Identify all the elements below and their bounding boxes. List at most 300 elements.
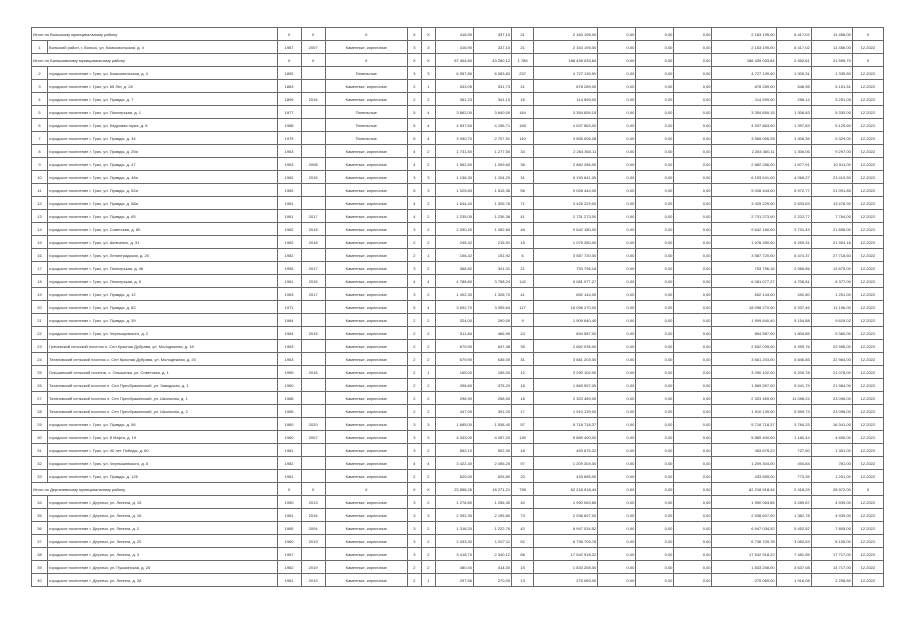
table-cell: 0,00: [598, 223, 636, 236]
table-cell: 296,90: [435, 392, 473, 405]
table-cell: 2018: [301, 236, 325, 249]
table-row: [32, 93, 884, 106]
table-cell: 12.2022: [852, 314, 883, 327]
table-cell: 3: [407, 496, 421, 509]
subtotal-row: [32, 54, 884, 67]
table-cell: 799: [512, 483, 534, 496]
table-cell: 1 236,36: [473, 210, 511, 223]
table-cell: 0,00: [674, 28, 712, 41]
table-cell: 2019: [301, 561, 325, 574]
row-number: 38: [32, 548, 48, 561]
table-cell: 1 318,20: [435, 522, 473, 535]
table-cell: 2: [421, 548, 435, 561]
table-cell: Панельные: [325, 106, 407, 119]
table-cell: 6 083,83: [473, 67, 511, 80]
table-cell: 2: [421, 444, 435, 457]
table-cell: 646,98: [776, 80, 811, 93]
table-cell: 237: [512, 67, 534, 80]
table-cell: 2 222,77: [776, 210, 811, 223]
table-cell: 337,10: [473, 41, 511, 54]
table-cell: 258,50: [473, 392, 511, 405]
table-cell: 13 478,92: [811, 197, 852, 210]
table-cell: 2 163 195,00: [534, 41, 598, 54]
table-cell: 1961: [277, 210, 301, 223]
table-cell: 0,00: [598, 561, 636, 574]
table-cell: 0,00: [598, 301, 636, 314]
table-cell: Каменные, кирпичные: [325, 223, 407, 236]
table-cell: 1971: [277, 301, 301, 314]
table-cell: 31: [512, 353, 534, 366]
table-cell: 492,80: [776, 288, 811, 301]
table-cell: 2 652 035,00: [712, 340, 776, 353]
table-cell: Каменные, кирпичные: [325, 353, 407, 366]
table-cell: 404,84: [776, 457, 811, 470]
table-cell: 2: [421, 470, 435, 483]
table-cell: 21 078,00: [811, 366, 852, 379]
table-cell: 1961: [277, 509, 301, 522]
table-cell: 1982: [277, 184, 301, 197]
table-cell: 0,00: [636, 41, 674, 54]
table-cell: 3 758,24: [473, 275, 511, 288]
table-row: [32, 444, 884, 457]
table-cell: Каменные, кирпичные: [325, 249, 407, 262]
table-cell: 5 041,79: [776, 379, 811, 392]
table-cell: 5: [407, 119, 421, 132]
table-cell: 42: [512, 522, 534, 535]
table-cell: 12.2022: [852, 262, 883, 275]
table-row: [32, 262, 884, 275]
table-row: [32, 210, 884, 223]
table-cell: Каменные, кирпичные: [325, 561, 407, 574]
table-cell: 3 661 203,00: [534, 353, 598, 366]
table-cell: 40: [512, 496, 534, 509]
table-cell: 0,00: [674, 340, 712, 353]
table-cell: 5 329,00: [811, 132, 852, 145]
address-cell: городское поселение г. Грач, ул. Правды, д. 126: [48, 470, 278, 483]
address-cell: городское поселение г. Грач, ул. Правды, д. 29а: [48, 145, 278, 158]
table-cell: 4: [407, 275, 421, 288]
table-cell: 3 565 006,28: [534, 132, 598, 145]
table-cell: 1961: [277, 574, 301, 587]
table-cell: 1 351,00: [811, 444, 852, 457]
table-cell: 12.2022: [852, 41, 883, 54]
row-number: 28: [32, 405, 48, 418]
table-cell: 552,10: [435, 444, 473, 457]
table-cell: [301, 197, 325, 210]
subtotal-label: Итого по Дергачевскому муниципальному району: [32, 483, 278, 496]
table-cell: Каменные, кирпичные: [325, 366, 407, 379]
row-number: 10: [32, 171, 48, 184]
row-number: 33: [32, 470, 48, 483]
table-cell: 31: [512, 171, 534, 184]
table-cell: 0,00: [674, 561, 712, 574]
table-cell: 781,00: [811, 457, 852, 470]
table-cell: 62 218 918,44: [712, 483, 776, 496]
row-number: 30: [32, 431, 48, 444]
table-cell: 0,00: [598, 106, 636, 119]
table-cell: 0,00: [674, 457, 712, 470]
table-cell: 1 990 063,85: [712, 496, 776, 509]
table-cell: X: [325, 483, 407, 496]
table-cell: 3: [407, 41, 421, 54]
table-cell: 21 091,85: [811, 184, 852, 197]
table-cell: 1 833 258,00: [534, 561, 598, 574]
table-cell: 17 717,00: [811, 548, 852, 561]
table-cell: [301, 457, 325, 470]
subtotal-label: Итого по Вольскому муниципальному району: [32, 28, 278, 41]
table-cell: 361,23: [435, 93, 473, 106]
table-cell: 5: [407, 106, 421, 119]
table-row: [32, 418, 884, 431]
table-cell: 186 439 033,84: [712, 54, 776, 67]
table-cell: 1 804,85: [776, 327, 811, 340]
table-cell: 3: [421, 509, 435, 522]
table-cell: 9: [512, 314, 534, 327]
table-row: [32, 249, 884, 262]
table-cell: [301, 314, 325, 327]
address-cell: городское поселение г. Дергачи, ул. Пушкинская, д. 26: [48, 561, 278, 574]
table-cell: Каменные, кирпичные: [325, 470, 407, 483]
table-cell: Каменные, кирпичные: [325, 496, 407, 509]
table-cell: 12.2022: [852, 236, 883, 249]
table-cell: 453 675,22: [712, 444, 776, 457]
row-number: 32: [32, 457, 48, 470]
table-cell: 2 195,80: [473, 509, 511, 522]
table-row: [32, 275, 884, 288]
table-cell: 117: [512, 301, 534, 314]
table-row: [32, 379, 884, 392]
table-cell: 0,00: [674, 301, 712, 314]
table-cell: 0,00: [598, 405, 636, 418]
table-cell: [301, 249, 325, 262]
table-cell: 17 542 918,22: [534, 548, 598, 561]
table-cell: 0,00: [674, 288, 712, 301]
table-cell: 2 418,29: [776, 483, 811, 496]
table-cell: 5 360,00: [811, 327, 852, 340]
table-cell: 1 644,40: [435, 197, 473, 210]
table-cell: 2 882 286,00: [712, 158, 776, 171]
table-cell: 2 264 360,11: [712, 145, 776, 158]
table-cell: [301, 548, 325, 561]
table-cell: 5 151,51: [811, 80, 852, 93]
table-cell: 1963: [277, 353, 301, 366]
table-cell: X: [277, 483, 301, 496]
table-row: [32, 236, 884, 249]
row-number: 21: [32, 314, 48, 327]
table-cell: 6 081 077,27: [712, 275, 776, 288]
table-cell: 2: [407, 249, 421, 262]
row-number: 13: [32, 210, 48, 223]
table-cell: 2017: [301, 210, 325, 223]
table-cell: 0,00: [636, 28, 674, 41]
address-cell: городское поселение г. Дергачи, ул. Ленина, д. 16: [48, 509, 278, 522]
address-cell: городское поселение г. Грач, ул. Правды, д. 65: [48, 210, 278, 223]
table-cell: 57 404,60: [435, 54, 473, 67]
table-cell: 0,00: [674, 184, 712, 197]
table-cell: 3 082,63: [776, 535, 811, 548]
table-cell: 1960: [277, 535, 301, 548]
table-cell: 1967: [277, 41, 301, 54]
table-cell: [301, 405, 325, 418]
table-cell: 12.2022: [852, 561, 883, 574]
table-cell: 375,20: [473, 379, 511, 392]
table-cell: 341,10: [473, 93, 511, 106]
address-cell: городское поселение г. Дергачи, ул. Ленина, д. 2: [48, 522, 278, 535]
table-cell: 6 417,02: [776, 41, 811, 54]
table-cell: 6 474,37: [776, 249, 811, 262]
table-cell: 186 439 033,84: [534, 54, 598, 67]
table-row: [32, 405, 884, 418]
table-cell: 3 592,70: [435, 301, 473, 314]
table-cell: 12.2022: [852, 431, 883, 444]
table-row: [32, 535, 884, 548]
table-cell: 1 136,30: [435, 171, 473, 184]
table-cell: 57: [512, 418, 534, 431]
row-number: 37: [32, 535, 48, 548]
address-cell: городское поселение г. Грач, ул. Правды, д. 47: [48, 158, 278, 171]
table-cell: 0,00: [598, 431, 636, 444]
table-cell: Каменные, кирпичные: [325, 80, 407, 93]
table-cell: 0,00: [674, 392, 712, 405]
table-cell: 4 343,00: [435, 431, 473, 444]
table-cell: 0,00: [636, 184, 674, 197]
table-cell: 3 289,87: [776, 496, 811, 509]
table-cell: 2: [421, 496, 435, 509]
table-cell: 894 587,00: [712, 327, 776, 340]
table-cell: 1977: [277, 106, 301, 119]
table-cell: X: [325, 54, 407, 67]
table-cell: 0,00: [598, 392, 636, 405]
table-cell: 1 927,11: [473, 535, 511, 548]
table-cell: 2016: [301, 93, 325, 106]
table-cell: 1986: [277, 119, 301, 132]
table-cell: 0,00: [598, 145, 636, 158]
table-cell: 151,92: [473, 249, 511, 262]
table-cell: 1 910 139,00: [534, 405, 598, 418]
table-cell: 18: [512, 379, 534, 392]
table-cell: 3 290 102,00: [712, 366, 776, 379]
table-cell: 1: [421, 574, 435, 587]
table-cell: 2 652 035,00: [534, 340, 598, 353]
table-cell: 636,00: [473, 353, 511, 366]
table-cell: Каменные, кирпичные: [325, 535, 407, 548]
table-cell: 5 251,05: [811, 93, 852, 106]
table-cell: 2: [421, 158, 435, 171]
table-cell: 3 587 720,00: [712, 249, 776, 262]
table-cell: 0,00: [598, 548, 636, 561]
address-cell: городское поселение г. Грач, ул. Советская, д. 80: [48, 223, 278, 236]
table-cell: 1 305,31: [776, 67, 811, 80]
table-cell: Каменные, кирпичные: [325, 301, 407, 314]
table-cell: 1 328,70: [473, 288, 511, 301]
table-cell: 1 076 280,00: [534, 236, 598, 249]
table-cell: 1955: [277, 262, 301, 275]
row-number: 9: [32, 158, 48, 171]
address-cell: городское поселение г. Дергачи, ул. Ленина, д. 20: [48, 535, 278, 548]
table-cell: 0,00: [636, 561, 674, 574]
table-cell: 12.2022: [852, 93, 883, 106]
table-cell: 21: [512, 41, 534, 54]
table-cell: 2: [421, 340, 435, 353]
table-cell: 165: [512, 119, 534, 132]
table-cell: 9 028 444,00: [534, 184, 598, 197]
table-cell: 2: [421, 353, 435, 366]
table-cell: 416,90: [435, 41, 473, 54]
table-cell: 110: [512, 132, 534, 145]
table-cell: 2: [407, 353, 421, 366]
table-cell: 652 144,00: [712, 288, 776, 301]
table-cell: 2: [421, 522, 435, 535]
table-cell: 43 260,12: [473, 54, 511, 67]
table-cell: 41: [512, 210, 534, 223]
table-cell: 6: [512, 249, 534, 262]
table-cell: 1 869 597,00: [534, 379, 598, 392]
table-cell: 1 833 258,00: [712, 561, 776, 574]
table-cell: 0,00: [598, 275, 636, 288]
table-cell: 15: [512, 236, 534, 249]
table-cell: 24: [512, 327, 534, 340]
table-cell: 1 909 640,40: [534, 314, 598, 327]
table-cell: 1 562,60: [435, 158, 473, 171]
table-cell: 11 456,00: [811, 28, 852, 41]
table-cell: 2016: [301, 366, 325, 379]
table-cell: 1 731,50: [435, 145, 473, 158]
table-cell: 679,90: [435, 353, 473, 366]
row-number: 7: [32, 132, 48, 145]
table-cell: X: [277, 54, 301, 67]
table-cell: 2: [407, 379, 421, 392]
table-cell: 6 193 641,00: [534, 171, 598, 184]
table-cell: X: [325, 28, 407, 41]
table-cell: Панельные: [325, 67, 407, 80]
table-cell: 1 452,60: [473, 223, 511, 236]
table-cell: Каменные, кирпичные: [325, 197, 407, 210]
table-cell: 3: [407, 535, 421, 548]
table-cell: 12.2022: [852, 106, 883, 119]
address-cell: городское поселение г. Грач, ул. Пионерская, д. 46: [48, 262, 278, 275]
table-cell: 1 877,91: [776, 158, 811, 171]
table-cell: 4: [407, 210, 421, 223]
table-cell: 2 392,30: [435, 509, 473, 522]
table-cell: 0,00: [674, 535, 712, 548]
table-cell: 2: [407, 470, 421, 483]
table-cell: 2: [421, 223, 435, 236]
address-cell: Вольский район, г. Вольск, ул. Комсомольская, д. 4: [48, 41, 278, 54]
table-cell: 4: [421, 119, 435, 132]
table-cell: 0,00: [674, 431, 712, 444]
table-cell: 4: [407, 197, 421, 210]
table-cell: 12.2022: [852, 353, 883, 366]
table-cell: 0,00: [674, 353, 712, 366]
table-cell: 3 565 006,28: [712, 132, 776, 145]
table-cell: 6 377,00: [811, 275, 852, 288]
table-cell: 5 452,52: [776, 522, 811, 535]
table-cell: 1963: [277, 145, 301, 158]
table-cell: Панельные: [325, 132, 407, 145]
table-cell: X: [277, 28, 301, 41]
capital-repair-register-table: [31, 27, 884, 587]
table-row: [32, 366, 884, 379]
table-cell: 2: [421, 392, 435, 405]
table-cell: 533,05: [435, 80, 473, 93]
table-cell: 878 289,00: [712, 80, 776, 93]
table-cell: 4 708,81: [776, 275, 811, 288]
table-cell: 4 537 863,00: [534, 119, 598, 132]
table-cell: 2: [407, 80, 421, 93]
table-cell: 1965: [277, 522, 301, 535]
table-cell: 4 939,00: [811, 496, 852, 509]
table-cell: 21: [512, 80, 534, 93]
table-cell: 0,00: [674, 158, 712, 171]
table-cell: 3 290 102,00: [534, 366, 598, 379]
table-cell: 3: [407, 509, 421, 522]
table-cell: 2016: [301, 509, 325, 522]
table-cell: 1962: [277, 236, 301, 249]
table-cell: 0,00: [674, 54, 712, 67]
table-cell: 4 690,00: [811, 431, 852, 444]
table-cell: 12.2022: [852, 548, 883, 561]
table-cell: [301, 80, 325, 93]
subtotal-row: [32, 28, 884, 41]
table-cell: 2: [407, 327, 421, 340]
table-cell: 12.2022: [852, 574, 883, 587]
table-cell: 4: [421, 301, 435, 314]
table-cell: 0,00: [598, 67, 636, 80]
table-cell: Каменные, кирпичные: [325, 210, 407, 223]
table-cell: 0,00: [636, 483, 674, 496]
table-cell: Каменные, кирпичные: [325, 379, 407, 392]
table-cell: 1 209 304,00: [712, 457, 776, 470]
table-cell: 23 098,00: [811, 405, 852, 418]
table-cell: 12.2022: [852, 158, 883, 171]
table-cell: X: [301, 28, 325, 41]
table-cell: 86: [512, 548, 534, 561]
table-cell: 466,96: [473, 327, 511, 340]
table-cell: 9 642 180,00: [712, 223, 776, 236]
table-cell: 21 595,70: [811, 54, 852, 67]
table-cell: 1961: [277, 470, 301, 483]
table-cell: 17 542 918,22: [712, 548, 776, 561]
row-number: 23: [32, 340, 48, 353]
table-cell: 52: [512, 535, 534, 548]
table-cell: 2 882 286,00: [534, 158, 598, 171]
table-cell: [301, 119, 325, 132]
table-cell: 12.2022: [852, 457, 883, 470]
table-cell: 20: [512, 470, 534, 483]
table-cell: X: [852, 28, 883, 41]
table-cell: 1950: [277, 496, 301, 509]
table-cell: 0,00: [598, 327, 636, 340]
table-cell: 97: [512, 457, 534, 470]
table-cell: 12.2022: [852, 197, 883, 210]
table-cell: Каменные, кирпичные: [325, 314, 407, 327]
table-cell: X: [852, 483, 883, 496]
table-cell: 773,35: [776, 470, 811, 483]
table-cell: 114 599,00: [534, 93, 598, 106]
table-cell: 0,00: [674, 327, 712, 340]
table-row: [32, 184, 884, 197]
table-cell: 12.2022: [852, 535, 883, 548]
table-cell: Каменные, кирпичные: [325, 405, 407, 418]
table-cell: 5 154,88: [776, 314, 811, 327]
table-cell: 0,00: [636, 418, 674, 431]
table-cell: 13 875,00: [811, 262, 852, 275]
table-cell: 1892: [277, 67, 301, 80]
table-cell: 0,00: [674, 262, 712, 275]
row-number: 17: [32, 262, 48, 275]
table-cell: 0,00: [674, 197, 712, 210]
table-cell: 12.2022: [852, 444, 883, 457]
